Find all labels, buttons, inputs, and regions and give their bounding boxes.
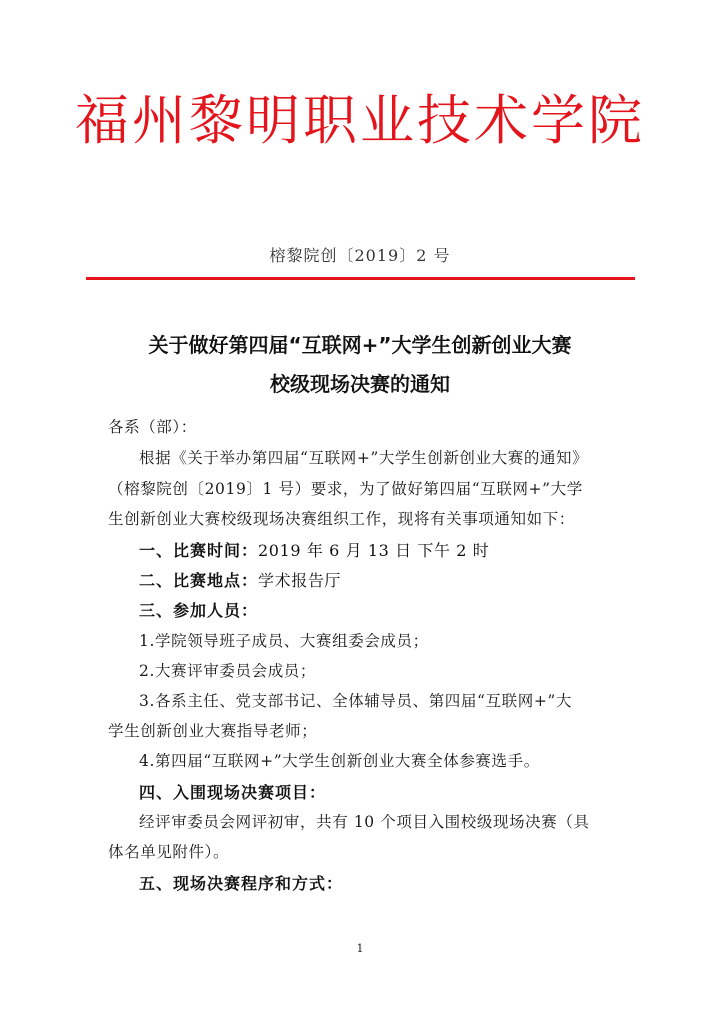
page-number: 1 xyxy=(356,942,364,955)
section-heading: 一、比赛时间： xyxy=(139,541,259,560)
participant-item-3: 3.各系主任、党支部书记、全体辅导员、第四届“互联网+”大 xyxy=(139,692,573,710)
section-heading: 二、比赛地点： xyxy=(139,571,259,590)
participant-item-2: 2.大赛评审委员会成员； xyxy=(139,662,316,680)
section-heading: 五、现场决赛程序和方式： xyxy=(139,874,344,893)
intro-line-2: （榕黎院创〔2019〕1 号）要求，为了做好第四届“互联网+”大学 xyxy=(108,480,583,498)
document-title-line-2: 校级现场决赛的通知 xyxy=(270,372,450,396)
participant-item-4: 4.第四届“互联网+”大学生创新创业大赛全体参赛选手。 xyxy=(139,752,540,770)
institution-masthead: 福州黎明职业技术学院 xyxy=(75,89,645,152)
participant-item-1: 1.学院领导班子成员、大赛组委会成员； xyxy=(139,632,429,650)
red-divider xyxy=(86,277,635,280)
intro-line-1: 根据《关于举办第四届“互联网+”大学生创新创业大赛的通知》 xyxy=(139,449,589,467)
section-time xyxy=(139,538,489,561)
finalists-line-1: 经评审委员会网评初审，共有 10 个项目入围校级现场决赛（具 xyxy=(139,813,590,831)
section-value: 学术报告厅 xyxy=(258,571,342,590)
document-title-line-1: 关于做好第四届“互联网+”大学生创新创业大赛 xyxy=(148,333,572,357)
section-finalists xyxy=(139,780,326,803)
participant-item-3-continued: 学生创新创业大赛指导老师； xyxy=(108,722,318,740)
section-procedure xyxy=(139,871,343,894)
salutation: 各系（部）： xyxy=(108,418,197,436)
section-participants xyxy=(139,598,258,621)
finalists-line-2: 体名单见附件）。 xyxy=(108,843,230,861)
section-location xyxy=(139,568,341,591)
section-value: 2019 年 6 月 13 日 下午 2 时 xyxy=(258,541,490,560)
section-heading: 三、参加人员： xyxy=(139,601,259,620)
section-heading: 四、入围现场决赛项目： xyxy=(139,783,327,802)
intro-line-3: 生创新创业大赛校级现场决赛组织工作，现将有关事项通知如下： xyxy=(108,510,575,528)
document-number: 榕黎院创〔2019〕2 号 xyxy=(269,246,451,265)
